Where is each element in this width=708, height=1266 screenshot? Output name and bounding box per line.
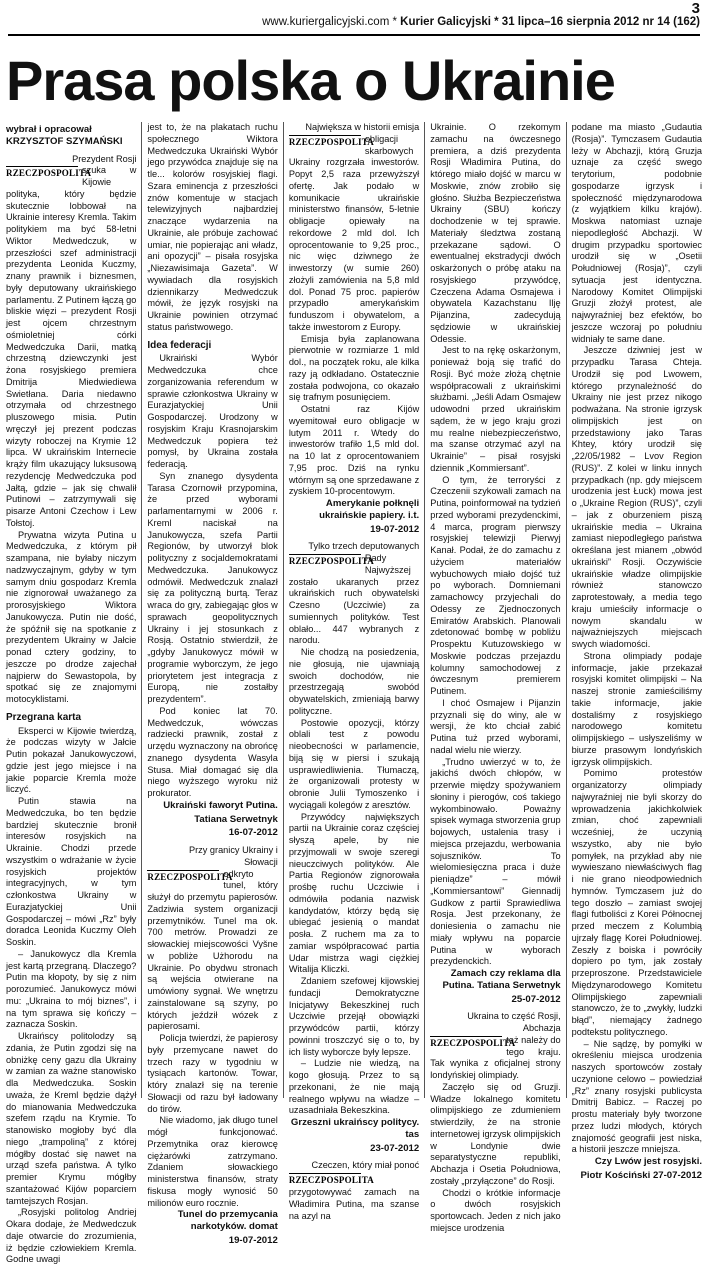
- page-title: Prasa polska o Ukrainie: [6, 49, 615, 112]
- paragraph-lead: Tylko trzech deputowanych: [308, 541, 420, 552]
- paragraph: – Janukowycz dla Kremla jest kartą przegraną. Dlaczego? Putin ma kłopoty, by się z nim porozumieć. Janukowycz mówi mu: „Ukraina to mój biznes”, i na tym sprawa się kończy – zaznacza Soskin.: [6, 948, 137, 1030]
- paragraph: Ukraińscy politolodzy są zdania, że Putin zgodzi się na obniżkę ceny gazu dla Ukrainy w zamian za ważne stanowisko dla Medwedczuka. Soskin uważa, że Kreml będzie dążył do mianowania Medwedczuka szefem rządu na Krymie. To stanowisko mogłoby być dla niego „trampoliną” z której mógłby dostać się nawet na urząd szefa państwa. A tylko premier Krymu mógłby szantażować Kijów poparciem tamtejszych Rosjan.: [6, 1031, 137, 1206]
- issue-info: Kurier Galicyjski * 31 lipca–16 sierpnia 2012 nr 14 (162): [400, 16, 700, 28]
- article-author-date: Piotr Kościński 27-07-2012: [580, 1169, 703, 1181]
- paragraph: przygotowywać zamach na Władimira Putina, ma szanse na azyl na: [288, 1187, 420, 1221]
- article-date: 19-07-2012: [228, 1234, 278, 1246]
- paragraph: odkryto tunel, który służył do przemytu papierosów. Zadziwia system organizacji przemytników. Tunel ma ok. 700 metrów. Prowadzi ze słowackiej miejscowości Vyšne w pobliże Użhorodu na Ukrainie. Po obydwu stronach są wejścia otwierane na umówiony sygnał. We wnętrzu zainstalowane są szyny, po których jeździł wózek z papierosami.: [147, 868, 278, 1032]
- paragraph: I choć Osmajew i Pijanzin przyznali się do winy, ale w wersji, że kto chciał zabić Putina tuż przed wyborami, nadal wielu nie wierzy.: [430, 697, 561, 755]
- paragraph: Nie chodzą na posiedzenia, nie głosują, nie ujawniają swoich dochodów, nie przestrzegają swobód obywatelskich, zmieniają barwy polityczne.: [288, 647, 420, 716]
- paragraph: Prywatna wizyta Putina u Medwedczuka, z którym pił szampana, nie byłaby niczym nadzwyczajnym, gdyby w tym samym dniu gospodarz Kremla nie zignorował uważanego za prorosyjskiego Wiktora Janukowycza. Putin nie dość, że spóźnił się na spotkanie z prezydentem Ukrainy w Jałcie ponad cztery godziny, to jeszcze po drodze zajechał najpierw do Sewastopola, by spotkać się ze znajomymi motocyklistami.: [6, 529, 137, 704]
- paragraph: Strona olimpiady podaje informacje, jakie przekazał rosyjski komitet olimpijski – Na naszej stronie zamieściliśmy takie informacje, jakie dostaliśmy z rosyjskiego narodowego komitetu olimpijskiego – usłyszeliśmy w biurze prasowym londyńskich igrzysk olimpijskich.: [571, 650, 703, 767]
- article-source-title: Grzeszni ukraińscy politycy. tas: [290, 1117, 420, 1140]
- paragraph: – Nie sądzę, by pomyłki w określeniu miejsca urodzenia naszych sportowców zostały uczynione celowo – powiedział „Rz” znany rosyjski publicysta Dmitrij Babicz. – Raczej po prostu materiały były tworzone przez ludzi młodych, których znajomość geografii jest niska, a historii jeszcze mniejsza.: [571, 1038, 703, 1155]
- article-source-title: Czy Lwów jest rosyjski.: [594, 1156, 703, 1167]
- paragraph: Nie wiadomo, jak długo tunel mógł funkcjonować. Przemytnika oraz kierowcę ciężarówki zatrzymano. Zdaniem słowackiego ministerstwa finansów, straty fiskusa mogły wynosić 50 milionów euro rocznie.: [147, 1115, 278, 1208]
- paragraph: jest to, że na plakatach ruchu społecznego Wiktora Medwedczuka Ukraiński Wybór jego przywódca znajduje się na tle... kolorów rosyjskiej flagi. Szara eminencja z przeszłości znów komentuje w stacjach telewizyjnych najbardziej znaczące wydarzenia na Ukrainie, ale próbuje zachować umiar, nie popierając ani władz, ani opozycji” – pisała rosyjska „Niezawisimaja Gazeta”. W wywiadach dla rosyjskich dziennikarzy Medwedczuk mówił, że język rosyjski na Ukrainie powinien otrzymać status państwowego.: [147, 122, 278, 332]
- article-columns: [6, 122, 703, 1265]
- paragraph: obligacji skarbowych Ukrainy rozgrzała inwestorów. Popyt 2,5 raza przewyższył ofertę. Jak podało w komunikacie ukraińskie ministerstwo finansów, 5-letnie obligacje opiewały na rekordowe 2 mld dol. Ich oprocentowanie to 9,25 proc., nic więc dziwnego że inwestorzy (w sumie 260) złożyli zamówienia na 5,8 mld dol. Ponad 75 proc. papierów przypadło amerykańskim funduszom i obywatelom, a także inwestorom z Europy.: [288, 133, 420, 332]
- paragraph: Pomimo protestów organizatorzy olimpiady najwyraźniej nie byli skorzy do wprowadzenia jakichkolwiek zmian, choć zapewniali wcześniej, że uczynią wszystko, aby nie było pomyłek, na przykład aby nie wywieszano niewłaściwych flag i nie grano nieodpowiednich hymnów. Tymczasem już do tego doszło – zamiast swojej flagi futboliści z Korei Północnej przed meczem z Kolumbią ujrzały flagę Korei Południowej. Zeszły z boiska i powróciły dopiero po tym, jak zostały przeproszone. Przedstawiciele Międzynarodowego Komitetu Olimpijskiego zapewniali stanowczo, że to „zwykły, ludzki błąd”, niemający żadnego podtekstu politycznego.: [571, 768, 703, 1037]
- paragraph: „Trudno uwierzyć w to, że jakichś dwóch chłopów, w przerwie między spożywaniem słoniny i pierogów, coś takiego wykombinowało. Poważny spisek wymaga stworzenia grup bojowych, ustalenia trasy i miejsca przejazdu, werbowania sojuszników. To wielomiesięczna praca i duże pieniądze” – mówił „Kommiersantowi” Giennadij Gudkow z partii Sprawiedliwa Rosja. Jest przekonany, że doniesienia o zamachu nie miały wpływu na poparcie Putina w wyborach prezydenckich.: [430, 756, 561, 967]
- paragraph: Emisja była zaplanowana pierwotnie w rozmiarze 1 mld dol., na początek roku, ale kilka razy ją odkładano. Ostatecznie została podwojona, co okazało się trafnym posunięciem.: [288, 333, 420, 403]
- column-3: [283, 122, 424, 1221]
- header-line: [262, 16, 700, 28]
- paragraph: Eksperci w Kijowie twierdzą, że podczas wizyty w Jałcie Putin pokazał Janukowyczowi, gdzie jest jego miejsce i na jakie poparcie Kremla może liczyć.: [6, 725, 137, 795]
- paragraph-lead: Przy granicy Ukrainy i Słowacji: [188, 845, 278, 867]
- paragraph: – Ludzie nie wiedzą, na kogo głosują. Przez to są przekonani, że nie mają realnego wpływu na władze – uzasadniała Bekeszkina.: [288, 1058, 420, 1116]
- paragraph: Syn znanego dysydenta Tarasa Czornowił przypomina, że przed wyborami parlamentarnymi w 2006 r. Kreml naciskał na Janukowycza, szefa Partii Regionów, by utworzył blok polityczny z socjaldemokratami Medwedczuka. Janukowycz odmówił. Medwedczuk znalazł się za polityczną burtą. Teraz wraca do gry, zabiegając głos w sprawach geopolitycznych Ukrainy i jej stosunkach z Rosją. Ostatnio stwierdził, że „gdyby Janukowycz mówił w programie wyborczym, że jego priorytetem jest integracja z Europą, nie zostałby prezydentem”.: [147, 470, 278, 704]
- rzeczpospolita-logo: RZECZPOSPOLITA: [430, 1037, 516, 1048]
- paragraph-lead: Prezydent Rosji: [72, 153, 137, 164]
- paragraph: „Rosyjski politolog Andriej Okara dodaje, że Medwedczuk daje otwarcie do zrozumienia, iż będzie człowiekiem Kremla. Godne uwagi: [6, 1207, 137, 1265]
- section-heading: Idea federacji: [147, 339, 212, 351]
- site-url[interactable]: www.kuriergalicyjski.com: [262, 16, 390, 28]
- paragraph: Ukraiński Wybór Medwedczuka chce zorganizowania referendum w sprawie członkostwa Ukrainy w Eurazjatyckiej Unii Gospodarczej. Urodzony w rosyjskim Kraju Krasnojarskim Medwedczuk popiera też pomysł, by Ukraina została federacją.: [147, 353, 278, 469]
- paragraph: Pod koniec lat 70. Medwedczuk, wówczas radziecki prawnik, został z urzędu wyznaczony na obrońcę znanego dysydenta Wasyla Stusa. Miał domagać się dla niego wyższego wyroku niż prokurator.: [147, 705, 278, 798]
- column-1: [6, 122, 141, 1265]
- column-4: [424, 122, 565, 1233]
- rzeczpospolita-logo: RZECZPOSPOLITA: [288, 556, 374, 566]
- paragraph: Ostatni raz Kijów wyemitował euro obligacje w lutym 2011 r. Wtedy do inwestorów trafiło 1,5 mld dol. na 10 lat z oprocentowaniem 7,95 proc. Dziś na rynku wtórnym są one sprzedawane z zyskiem 10-procentowym.: [288, 404, 420, 497]
- paragraph-lead: Największa w historii emisja: [305, 122, 420, 132]
- rzeczpospolita-logo: RZECZPOSPOLITA: [6, 168, 92, 179]
- paragraph: Rady Najwyższej zostało ukaranych przez ukraińskich ruch obywatelski Czesno (Uczciwie) za sumiennych polityków. Test oblało... 447 wybranych z narodu.: [288, 553, 420, 646]
- paragraph: szuka w Kijowie polityka, który będzie skutecznie lobbował na Ukrainie interesy Kremla. Takim politykiem ma być 58-letni Wiktor Medwedczuk, w przeszłości szef administracji prezydenta Leonida Kuczmy, znany prawnik i biznesmen, były deputowany ukraińskiego parlamentu. Z Putinem łączą go bliskie więzi – prezydent Rosji jest ojcem chrzestnym ośmioletniej córki Medwedczuka Darii, matką chrzestną dziewczynki jest żona rosyjskiego premiera Dmitrija Miedwiediewa Swietłana. Daria niedawno otrzymała od chrzestnego pluszowego misia. Putin wręczył jej prezent podczas wizyty roboczej na Krymie 12 lipca. W ukraińskim Internecie krąży film ukazujący luksusową rezydencję Medwedczuka pod Jałtą, gdzie – jak się chwalił Putinowi – zatrzymywali się pisarze Antoni Czechow i Lew Tołstoj.: [6, 165, 137, 528]
- rzeczpospolita-logo: RZECZPOSPOLITA: [147, 871, 233, 882]
- article-source-title: Amerykanie połknęli ukraińskie papiery. i.t.: [319, 498, 420, 521]
- paragraph: Zdaniem szefowej kijowskiej fundacji Demokratyczne Inicjatywy Bekeszkinej ruch Uczciwie przejął obowiązki przywódców partii, którzy powinni troszczyć się o to, by ich listy wyborcze były lepsze.: [288, 976, 420, 1057]
- paragraph: O tym, że terroryści z Czeczenii szykowali zamach na Putina, poinformował na tydzień przed wyborami prezydenckimi, 4 marca, program pierwszy rosyjskiej telewizji Pierwyj Kanał. Podał, że do zamachu z użyciem materiałów wybuchowych miało dojść tuż po wyborach. Domniemani zamachowcy przyjechali do Odessy ze Zjednoczonych Emiratów Arabskich. Planowali zdetonować bombę w pobliżu Prospektu Kutuzowskiego w Moskwie podczas przejazdu kolumny samochodowej z ówczesnym premierem Putinem.: [430, 474, 561, 696]
- article-date: 19-07-2012: [370, 523, 420, 535]
- section-heading: Przegrana karta: [6, 711, 82, 723]
- article-date: 25-07-2012: [511, 993, 561, 1005]
- rzeczpospolita-logo: RZECZPOSPOLITA: [288, 1175, 374, 1185]
- article-source-title: Ukraiński faworyt Putina.: [163, 799, 278, 811]
- paragraph: Zaczęło się od Gruzji. Władze lokalnego komitetu olimpijskiego ze zdumieniem stwierdziły, że na stronie internetowej igrzysk olimpijskich w Londynie dwie separatystyczne republiki, Abchazja i Osetia Południowa, zostały „przyłączone” do Rosji.: [430, 1081, 561, 1186]
- column-2: [141, 122, 282, 1246]
- paragraph: Policja twierdzi, że papierosy były przemycane nawet do trzech razy w tygodniu w tysiącach kartonów. Towar, który znalazł się na terenie Słowacji od razu był ładowany do tirów.: [147, 1033, 278, 1114]
- rzeczpospolita-logo: RZECZPOSPOLITA: [288, 136, 374, 147]
- paragraph-lead: Czeczen, który miał ponoć: [311, 1160, 420, 1171]
- paragraph: Przywódcy największych partii na Ukrainie coraz częściej słyszą apele, by nie przyjmowali w swoje szeregi nieuczciwych polityków. Ale Partia Regionów zignorowała prośbę ruchu Uczciwie i odmówiła podania nazwisk kandydatów, którzy będą się ubiegać jesienią o mandat posła. Z ruchem ma za to zamiar współpracować partia Udar mistrza wagi ciężkiej Witalija Kliczki.: [288, 811, 420, 975]
- article-source-title: Zamach czy reklama dla Putina. Tatiana Serwetnyk: [442, 968, 561, 991]
- article-source-title: Tunel do przemycania narkotyków. domat: [177, 1209, 278, 1232]
- paragraph: Ukrainie. O rzekomym zamachu na ówczesnego premiera, a dziś prezydenta Rosji Władimira Putina, do którego miało dojść w marcu w Moskwie, znów zrobiło się głośno. Służba Bezpieczeństwa Ukrainy (SBU) kończy dochodzenie w tej sprawie. Materiały śledztwa zostaną przekazane sądowi. O ewentualnej ekstradycji dwóch oskarżonych o próbę ataku na rosyjskiego przywódcę, Czeczena Adama Osmajewa i obywatela Kazachstanu Ilję Pijanzina, zadecydują sędziowie w ukraińskiej Odessie.: [430, 122, 561, 344]
- article-date: 23-07-2012: [370, 1142, 420, 1154]
- byline-author: KRZYSZTOF SZYMAŃSKI: [6, 135, 123, 147]
- article-date: 16-07-2012: [228, 827, 278, 839]
- paragraph: Putin stawia na Medwedczuka, bo ten będzie bardziej skutecznie bronił interesów rosyjskich na Ukrainie. Chodzi przede wszystkim o wdrażanie w życie rosyjskich projektów integracyjnych, w tym członkostwa Ukrainy w Eurazjatyckiej Unii Gospodarczej – mówi „Rz” były doradca Leonida Kuczmy Oleh Soskin.: [6, 796, 137, 947]
- paragraph: Postowie opozycji, którzy oblali test z powodu nieobecności w parlamencie, biją się w piersi i szukają usprawiedliwienia. Tłumaczą, że organizowali protesty w obronie Julii Tymoszenko i wyciągali kolegów z aresztów.: [288, 717, 420, 810]
- paragraph: Jeszcze dziwniej jest w przypadku Tarasa Chteja. Urodził się pod Lwowem, którego przynależność do Ukrainy nie jest przez nikogo podważana. Na stronie igrzysk olimpijskich jest on przedstawiony jako Taras Khtey, który urodził się „22/05/1982 – Lvov Region (RUS)”. Z kolei w linku innych przypadkach (np. gdy miejscem urodzenia jest Łuck) mowa jest o „Ukraine Region (RUS)”, czyli – jak z oburzeniem piszą ukraińskie media – Ukraina zamiast niepodległego państwa określana jest mianem „obwód ukraiński” Rosji. Oczywiście ukraińskie władze olimpijskie również stanowczo zaprotestowały, a media tego kraju umieściły informacje o nowym skandalu w najważniejszych miejscach swych wiadomości.: [571, 345, 703, 649]
- column-5: [566, 122, 703, 1181]
- page-number: 3: [691, 0, 700, 17]
- paragraph-lead: Ukraina to część Rosji, Abchazja: [467, 1011, 561, 1033]
- page-header: [8, 0, 700, 36]
- paragraph: Chodzi o krótkie informacje o dwóch rosyjskich sportowcach. Jeden z nich jako miejsce urodzenia: [430, 1187, 561, 1233]
- paragraph: Jest to na rękę oskarżonym, ponieważ boją się trafić do Rosji. Być może złożą chętnie współpracowali z ukraińskimi służbami. „Jeśli Adam Osmajew udowodni przed ukraińskim sądem, że w jego kraju grozi mu realne niebezpieczeństwo, ma szanse otrzymać azyl na Ukrainie” – pisał rosyjski dziennik „Kommiersant”.: [430, 345, 561, 473]
- byline: [6, 124, 136, 148]
- header-separator: *: [389, 16, 401, 28]
- article-author: Tatiana Serwetnyk: [194, 813, 278, 825]
- paragraph: podane ma miasto „Gudautia (Rosja)”. Tymczasem Gudautia leży w Abchazji, którą Gruzja uznaje za część swego terytorium, podobnie gospodarze igrzysk i społeczność międzynarodowa (z wyjątkiem kilku krajów). Moskwa natomiast uznaje niepodległość Abchazji. W drugim przypadku sportowiec urodził się w „Osetii Południowej (Rosja)”, czyli sytuacja jest identyczna. Narodowy Komitet Olimpijski Gruzji złożył protest, ale najwyraźniej bez efektów, bo jeszcze wczoraj po południu widniały te same dane.: [571, 122, 703, 344]
- paragraph: też należy do tego kraju. Tak wynika z oficjalnej strony londyńskiej olimpiady.: [430, 1034, 561, 1080]
- byline-role: wybrał i opracował: [6, 124, 92, 135]
